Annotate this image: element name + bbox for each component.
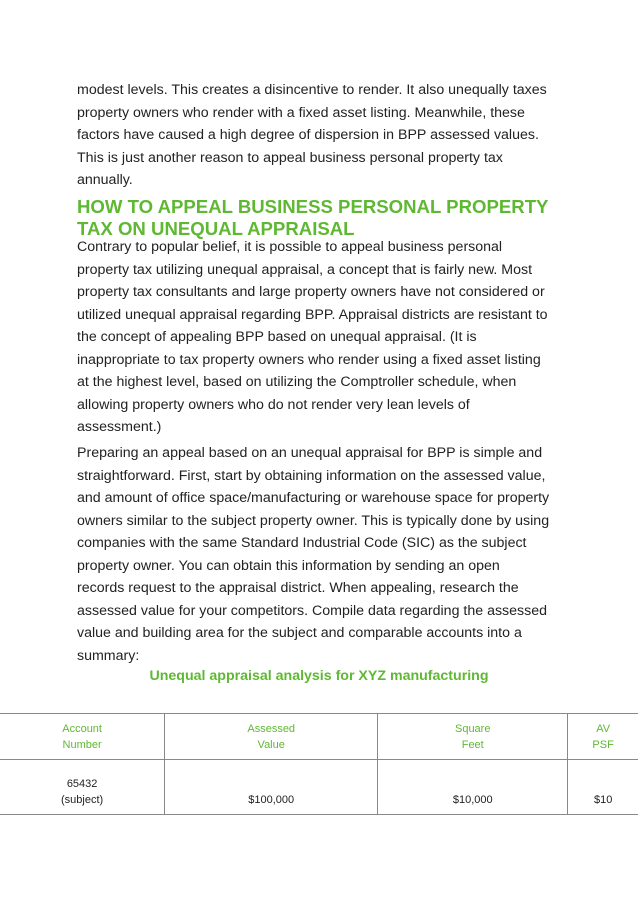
text-line: Preparing an appeal based on an unequal appraisal for BPP is simple and <box>77 445 543 461</box>
text-line: Contrary to popular belief, it is possible to appeal business personal <box>77 239 503 255</box>
heading-line: TAX ON UNEQUAL APPRAISAL <box>77 218 355 239</box>
text-line: straightforward. First, start by obtaining information on the assessed value, <box>77 467 546 484</box>
text-line: factors have caused a high degree of dispersion in BPP assessed values. <box>77 127 539 143</box>
text-line: property tax consultants and large property owners have not considered or <box>77 284 545 300</box>
cell-account <box>0 760 165 815</box>
cell-av-psf: $10 <box>568 760 638 815</box>
text-line: value and building area for the subject and comparable accounts into a <box>77 625 522 641</box>
table-caption: Unequal appraisal analysis for XYZ manufacturing <box>149 668 489 684</box>
text-line: utilized unequal appraisal regarding BPP. Appraisal districts are resistant to <box>77 306 548 323</box>
cell-assessed-value: $100,000 <box>165 760 378 815</box>
account-number: 65432 <box>66 778 98 790</box>
cell-square-feet: $10,000 <box>378 760 568 815</box>
header-line: Number <box>62 738 102 751</box>
text-line: This is just another reason to appeal business personal property tax <box>77 149 503 166</box>
heading-line: HOW TO APPEAL BUSINESS PERSONAL PROPERTY <box>77 196 549 217</box>
text-line: property owners who render with a fixed asset listing. Meanwhile, these <box>77 104 525 121</box>
section-heading <box>77 196 597 240</box>
header-line: Value <box>257 738 285 751</box>
text-line: owners similar to the subject property owner. This is typically done by using <box>77 512 550 529</box>
header-line: Account <box>62 722 102 735</box>
header-square-feet <box>378 714 568 760</box>
table-header-row <box>0 714 638 760</box>
paragraph-intro <box>77 79 577 192</box>
account-note: (subject) <box>61 794 104 806</box>
text-line: assessed value for your competitors. Compile data regarding the assessed <box>77 602 548 619</box>
header-line: Square <box>454 722 491 735</box>
header-assessed-value <box>165 714 378 760</box>
text-line: and amount of office space/manufacturing or warehouse space for property <box>77 490 550 506</box>
text-line: property tax utilizing unequal appraisal, a concept that is fairly new. Most <box>77 261 533 278</box>
text-line: summary: <box>77 647 140 664</box>
text-line: annually. <box>77 172 133 188</box>
text-line: assessment.) <box>77 419 162 435</box>
appraisal-table <box>0 713 638 815</box>
header-line: AV <box>596 722 611 735</box>
text-line: records request to the appraisal district. When appealing, research the <box>77 580 519 596</box>
header-account-number <box>0 714 165 760</box>
header-line: PSF <box>592 738 614 751</box>
text-line: modest levels. This creates a disincentive to render. It also unequally taxes <box>77 82 547 98</box>
text-line: property owner. You can obtain this information by sending an open <box>77 557 500 574</box>
text-line: the concept of appealing BPP based on unequal appraisal. (It is <box>77 329 477 345</box>
text-line: allowing property owners who do not render very lean levels of <box>77 396 470 413</box>
text-line: at the highest level, based on utilizing the Comptroller schedule, when <box>77 374 517 390</box>
header-av-psf <box>568 714 638 760</box>
text-line: inappropriate to tax property owners who render using a fixed asset listing <box>77 351 541 368</box>
table-row <box>0 760 638 815</box>
paragraph-contrary <box>77 236 577 439</box>
paragraph-preparing <box>77 442 577 667</box>
header-line: Assessed <box>247 722 296 735</box>
text-line: companies with the same Standard Industrial Code (SIC) as the subject <box>77 535 527 551</box>
header-line: Feet <box>461 738 484 751</box>
